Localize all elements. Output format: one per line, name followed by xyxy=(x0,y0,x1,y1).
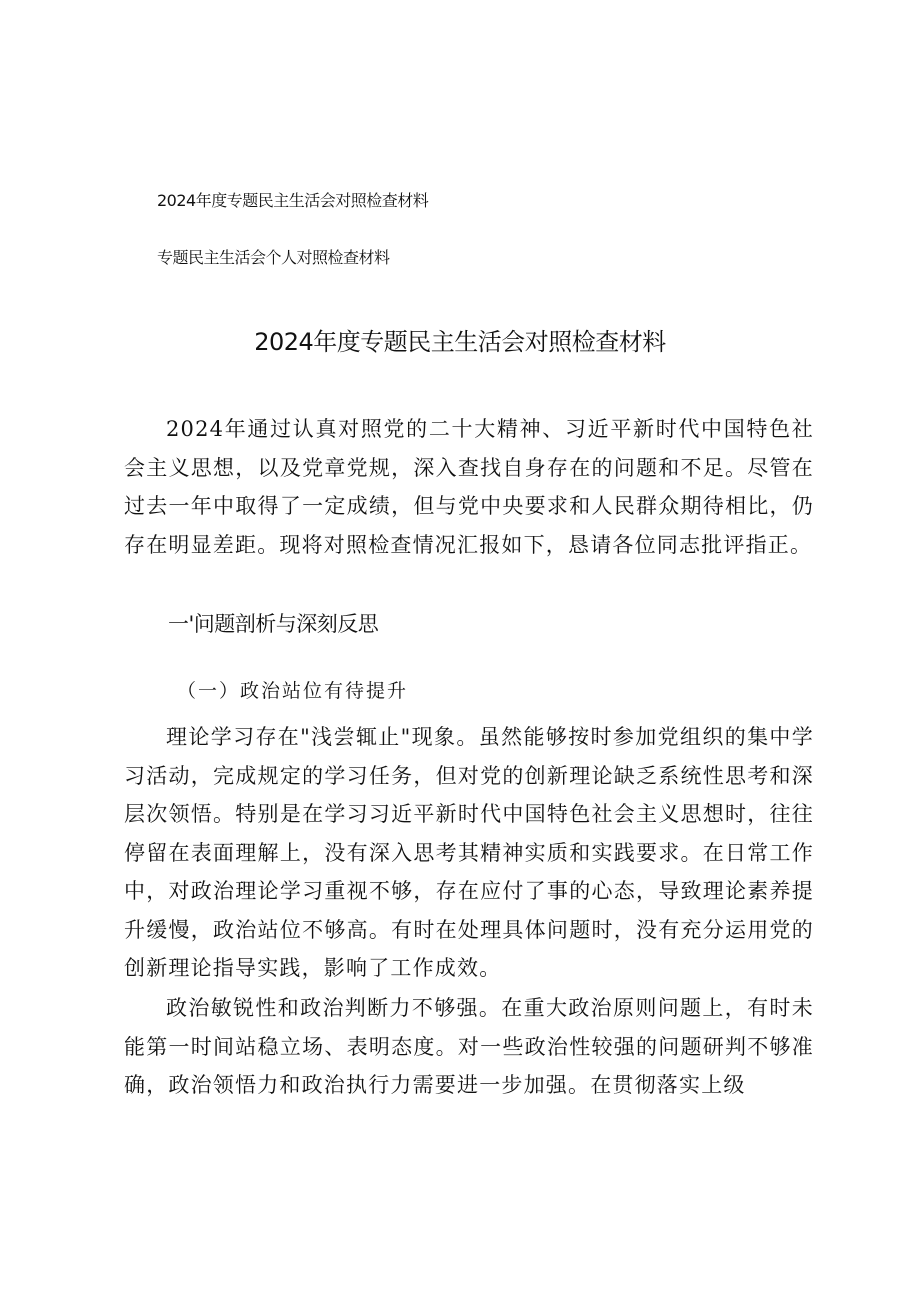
paragraph-theory-study: 理论学习存在"浅尝辄止"现象。虽然能够按时参加党组织的集中学习活动，完成规定的学习任务，但对党的创新理论缺乏系统性思考和深层次领悟。特别是在学习习近平新时代中国特色社会主义思想时，往往停留在表面理解上，没有深入思考其精神实质和实践要求。在日常工作中，对政治理论学习重视不够，存在应付了事的心态，导致理论素养提升缓慢，政治站位不够高。有时在处理具体问题时，没有充分运用党的创新理论指导实践，影响了工作成效。 xyxy=(124,725,814,980)
section-heading-problem-analysis: 一'问题剖析与深刻反思 xyxy=(168,612,379,636)
toc-item-annual-review: 2024年度专题民主生活会对照检查材料 xyxy=(157,191,429,210)
document-title: 2024年度专题民主生活会对照检查材料 xyxy=(254,328,666,356)
intro-paragraph: 2024年通过认真对照党的二十大精神、习近平新时代中国特色社会主义思想，以及党章党规，深入查找自身存在的问题和不足。尽管在过去一年中取得了一定成绩，但与党中央要求和人民群众期待相比，仍存在明显差距。现将对照检查情况汇报如下，恳请各位同志批评指正。 xyxy=(124,417,814,557)
toc-item-personal-review: 专题民主生活会个人对照检查材料 xyxy=(157,248,390,267)
subsection-heading-political-stance: （一）政治站位有待提升 xyxy=(177,680,409,702)
paragraph-political-sensitivity: 政治敏锐性和政治判断力不够强。在重大政治原则问题上，有时未能第一时间站稳立场、表明态度。对一些政治性较强的问题研判不够准确，政治领悟力和政治执行力需要进一步加强。在贯彻落实上级 xyxy=(124,996,814,1097)
